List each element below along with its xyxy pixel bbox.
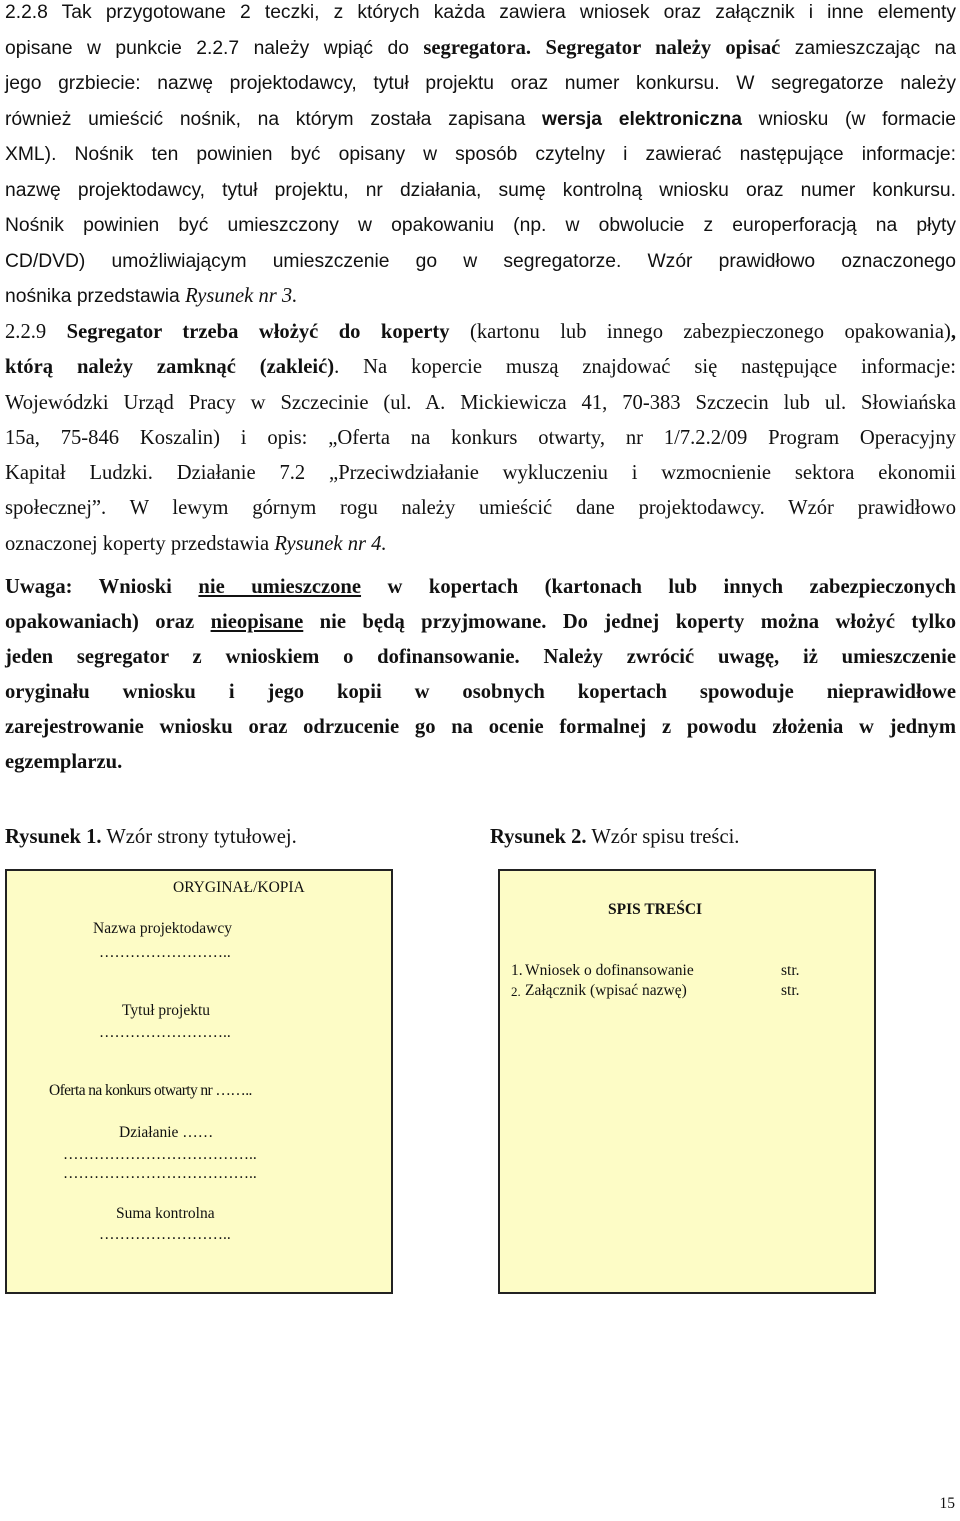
paragraph-2-2-9 <box>5 315 956 562</box>
checksum-label: Suma kontrolna <box>116 1205 215 1222</box>
text-segment: Uwaga: Wnioski <box>5 576 199 598</box>
toc-heading: SPIS TREŚCI <box>608 901 703 918</box>
underlined-text: nieopisane <box>210 611 304 633</box>
figure-ref-3: Rysunek nr 3. <box>185 285 298 307</box>
caption-text: Wzór strony tytułowej. <box>101 826 297 848</box>
caption-label: Rysunek 2. <box>490 826 587 848</box>
text-line: nośnika przedstawia <box>5 286 186 307</box>
figure-2-caption <box>490 826 739 849</box>
text-line: 15a, 75-846 Koszalin) i opis: „Oferta na konkurs otwarty, nr 1/7.2.2/09 Program Operacyjny <box>5 426 956 449</box>
text-segment: opakowaniach) oraz <box>5 611 211 633</box>
text-line: oryginału wniosku i jego kopii w osobnych kopertach spowoduje nieprawidłowe <box>5 681 956 703</box>
text-line: zarejestrowanie wniosku oraz odrzucenie go na ocenie formalnej z powodu złożenia w jednym <box>5 716 956 738</box>
text-line: nazwę projektodawcy, tytuł projektu, nr działania, sumę kontrolną wniosku oraz numer konkursu. <box>5 179 956 201</box>
dots-line: …………………….. <box>99 944 231 961</box>
dots-line: ……………………………….. <box>63 1165 257 1182</box>
text-line: oznaczonej koperty przedstawia <box>5 532 275 555</box>
bold-wersja-elektroniczna: wersja elektroniczna <box>542 108 742 130</box>
toc-item-1-text: Wniosek o dofinansowanie <box>525 962 694 979</box>
table-of-contents-template-box <box>498 869 876 1294</box>
text-line: również umieścić nośnik, na którym została zapisana <box>5 108 542 130</box>
bold-comma: , <box>950 321 956 343</box>
bold-text: którą należy zamknąć (zakleić) <box>5 356 335 379</box>
bold-text: Segregator trzeba włożyć do koperty <box>66 321 450 343</box>
bold-segregatora: segregatora. <box>423 36 532 59</box>
text-line: egzemplarzu. <box>5 751 123 773</box>
figure-1-caption <box>5 826 297 849</box>
title-page-template-box <box>5 869 393 1294</box>
project-title-label: Tytuł projektu <box>122 1002 211 1019</box>
dots-line: …………………….. <box>99 1226 231 1243</box>
action-label: Działanie …… <box>119 1124 214 1141</box>
text-line: jeden segregator z wnioskiem o dofinansowanie. Należy zwrócić uwagę, iż umieszczenie <box>5 646 956 668</box>
text-segment: (kartonu lub innego zabezpieczonego opakowania) <box>449 321 951 343</box>
underlined-text: nie umieszczone <box>198 576 362 598</box>
text-line: społecznej”. W lewym górnym rogu należy umieścić dane projektodawcy. Wzór prawidłowo <box>5 497 956 520</box>
section-number: 2.2.9 <box>5 321 67 343</box>
text-segment: zamieszczając na <box>780 37 956 59</box>
applicant-name-label: Nazwa projektodawcy <box>93 920 233 937</box>
dots-line: ……………………………….. <box>63 1146 257 1163</box>
warning-note <box>5 570 956 780</box>
text-line: XML). Nośnik ten powinien być opisany w sposób czytelny i zawierać następujące informacje: <box>5 144 956 165</box>
toc-item-2-number: 2. <box>511 984 521 999</box>
text-line: CD/DVD) umożliwiającym umieszczenie go w segregatorze. Wzór prawidłowo oznaczonego <box>5 250 956 272</box>
caption-text: Wzór spisu treści. <box>586 826 740 848</box>
text-line: Nośnik powinien być umieszczony w opakowaniu (np. w obwolucie z europerforacją na płyty <box>5 215 956 236</box>
bold-segregator-opisac: Segregator należy opisać <box>545 36 781 59</box>
caption-label: Rysunek 1. <box>5 826 102 848</box>
page-number: 15 <box>939 1495 955 1512</box>
text-line: opisane w punkcie 2.2.7 należy wpiąć do <box>5 37 424 59</box>
text-segment: wniosku (w formacie <box>741 108 957 130</box>
paragraph-2-2-8 <box>5 0 956 315</box>
text-segment: w kopertach (kartonach lub innych zabezpieczonych <box>361 576 956 598</box>
text-line: Kapitał Ludzki. Działanie 7.2 „Przeciwdziałanie wykluczeniu i wzmocnienie sektora ekonomii <box>5 462 956 485</box>
original-copy-label: ORYGINAŁ/KOPIA <box>173 879 305 896</box>
offer-label: Oferta na konkurs otwarty nr …….. <box>49 1082 252 1099</box>
text-segment: nie będą przyjmowane. Do jednej koperty można włożyć tylko <box>303 611 956 633</box>
toc-item-2-page: str. <box>781 982 800 999</box>
dots-line: …………………….. <box>99 1024 231 1041</box>
toc-item-2-text: Załącznik (wpisać nazwę) <box>525 982 687 999</box>
text-segment: . Na kopercie muszą znajdować się następujące informacje: <box>334 356 956 379</box>
text-line: jego grzbiecie: nazwę projektodawcy, tytuł projektu oraz numer konkursu. W segregatorze należy <box>5 73 956 94</box>
text-line: 2.2.8 Tak przygotowane 2 teczki, z których każda zawiera wniosek oraz załącznik i inne elementy <box>5 2 956 23</box>
toc-item-1-number: 1. <box>511 962 523 979</box>
figure-ref-4: Rysunek nr 4. <box>274 532 387 555</box>
toc-item-1-page: str. <box>781 962 800 979</box>
text-line: Wojewódzki Urząd Pracy w Szczecinie (ul. A. Mickiewicza 41, 70-383 Szczecin lub ul. Słowiańska <box>5 391 956 414</box>
